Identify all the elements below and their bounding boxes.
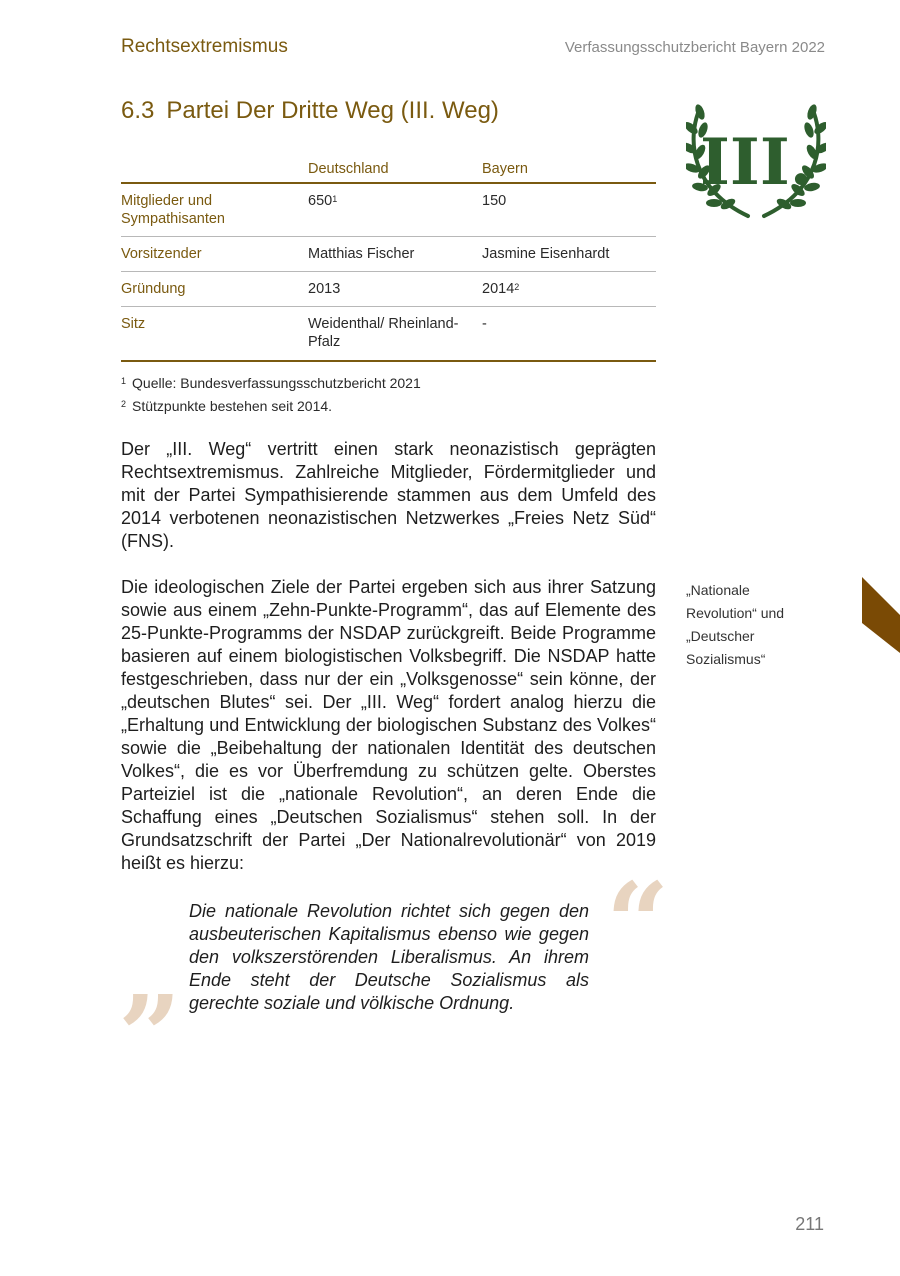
running-header-publication: Verfassungsschutzbericht Bayern 2022 — [564, 39, 825, 56]
row-label-members: Mitglieder und Sympathisanten — [121, 183, 308, 237]
margin-note: „Nationale Revolution“ und „Deutscher Sozialismus“ — [686, 582, 785, 667]
body-paragraph-2: Die ideologischen Ziele der Partei ergeben sich aus ihrer Satzung sowie aus einem „Zehn-Punkte-Programm“, das auf Elemente des 25-Punkte-Programms der NSDAP zurückgreift. Beide Programme basieren auf einem biologistischen Volksbegriff. Die NSDAP hatte festgeschrieben, dass nur der ein „Volksgenosse“ sein könne, der „deutschen Blutes“ sei. Der „III. Weg“ fordert analog hierzu die „Erhaltung und Entwicklung der biologischen Substanz des Volkes“ sowie die „Beibehaltung der nationalen Identität des deutschen Volkes“, die es vor Überfremdung zu schützen gelte. Oberstes Parteiziel ist die „nationale Revolution“, an deren Ende die Schaffung eines „Deutschen Sozialismus“ stehen soll. In der Grundsatzschrift der Partei „Der Nationalrevolutionär“ von 2019 heißt es hierzu: — [121, 577, 656, 873]
chapter-title: Partei Der Dritte Weg (III. Weg) — [166, 97, 499, 124]
table-row — [121, 272, 656, 307]
table-header-germany: Deutschland — [308, 156, 482, 183]
cell-chair-germany: Matthias Fischer — [308, 237, 482, 272]
footnote-ref: 1 — [332, 194, 338, 204]
quote-open-mark: “ — [606, 858, 670, 987]
body-paragraph-1: Der „III. Weg“ vertritt einen stark neonazistisch geprägten Rechtsextremismus. Zahlreiche Mitglieder, Fördermitglieder und mit der Partei Sympathisierende stammen aus dem Umfeld des 2014 verbotenen neonazistischen Netzwerkes „Freies Netz Süd“ (FNS). — [121, 439, 656, 551]
cell-chair-bavaria: Jasmine Eisenhardt — [482, 237, 656, 272]
footnote-1: $^1$ Quelle: Bundesverfassungsschutzbericht 2021 — [121, 375, 421, 391]
row-label-chair: Vorsitzender — [121, 237, 308, 272]
party-facts-table — [121, 156, 656, 362]
table-header-empty — [121, 156, 308, 183]
footnote-2: $^2$ Stützpunkte bestehen seit 2014. — [121, 398, 333, 414]
party-emblem-wreath — [686, 100, 826, 222]
table-header-row — [121, 156, 656, 183]
chapter-heading — [121, 97, 499, 125]
row-label-seat: Sitz — [121, 307, 308, 362]
table-header-bavaria: Bayern — [482, 156, 656, 183]
running-header-section: Rechtsextremismus — [121, 36, 288, 57]
table-row — [121, 307, 656, 362]
cell-members-germany: $650^1$ — [308, 183, 482, 237]
quote-close-mark: ” — [118, 971, 182, 1100]
table-row — [121, 183, 656, 237]
footnotes — [121, 372, 421, 418]
cell-founded-bavaria: 2014$^2$ — [482, 272, 656, 307]
row-label-founded: Gründung — [121, 272, 308, 307]
blockquote: Die nationale Revolution richtet sich gegen den ausbeuterischen Kapitalismus ebenso wie gegen den volkszerstörenden Liberalismus. An ihrem Ende steht der Deutsche Sozialismus als gerechte soziale und völkische Ordnung. — [189, 901, 589, 1013]
chapter-number: 6.3 — [121, 97, 155, 124]
cell-seat-bavaria: - — [482, 307, 656, 362]
table-row — [121, 237, 656, 272]
chapter-tab-marker — [862, 577, 900, 653]
emblem-text: III. — [699, 125, 813, 200]
cell-founded-germany: 2013 — [308, 272, 482, 307]
page-number: 211 — [795, 1214, 824, 1234]
cell-members-bavaria: 150 — [482, 183, 656, 237]
footnote-ref: 2 — [514, 282, 520, 292]
cell-seat-germany: Weidenthal/ Rheinland-Pfalz — [308, 307, 482, 362]
